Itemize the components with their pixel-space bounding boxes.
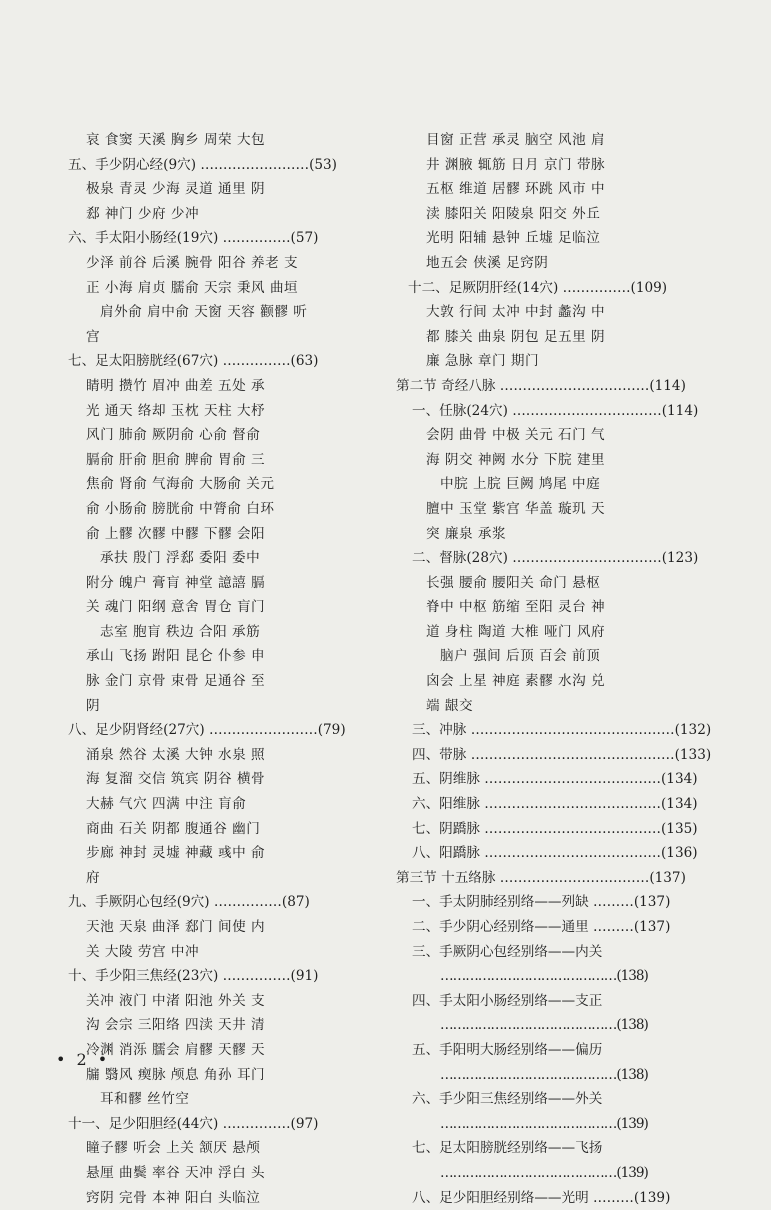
acupoint-list-line: 耳和髎 丝竹空 xyxy=(100,1091,190,1108)
toc-subentry: 八、阳蹻脉 …………………………………(136) xyxy=(412,845,698,862)
acupoint-list-line: 沟 会宗 三阳络 四渎 天井 清 xyxy=(86,1017,266,1034)
toc-subentry: 二、督脉(28穴) ……………………………(123) xyxy=(412,550,699,567)
toc-entry: 八、足少阴肾经(27穴) ……………………(79) xyxy=(68,722,346,739)
toc-entry: 十一、足少阳胆经(44穴) ……………(97) xyxy=(68,1115,319,1132)
acupoint-list-line: 井 渊腋 辄筋 日月 京门 带脉 xyxy=(426,156,606,173)
toc-entry: 七、足太阳膀胱经(67穴) ……………(63) xyxy=(68,353,319,370)
acupoint-list-line: 悬厘 曲鬓 率谷 天冲 浮白 头 xyxy=(86,1164,266,1181)
acupoint-list-line: 商曲 石关 阴都 腹通谷 幽门 xyxy=(86,820,261,837)
acupoint-list-line: 俞 上髎 次髎 中髎 下髎 会阳 xyxy=(86,525,266,542)
acupoint-list-line: 承山 飞扬 跗阳 昆仑 仆参 申 xyxy=(86,648,266,665)
page-number: • 2 • xyxy=(56,1050,111,1069)
acupoint-list-line: 渎 膝阳关 阳陵泉 阳交 外丘 xyxy=(426,205,601,222)
toc-subentry: 五、阴维脉 …………………………………(134) xyxy=(412,771,698,788)
acupoint-list-line: 地五会 侠溪 足窍阴 xyxy=(426,254,549,271)
acupoint-list-line: 牖 翳风 瘈脉 颅息 角孙 耳门 xyxy=(86,1066,266,1083)
acupoint-list-line: 关 大陵 劳宫 中冲 xyxy=(86,943,200,960)
acupoint-list-line: 正 小海 肩贞 臑俞 天宗 秉风 曲垣 xyxy=(86,279,299,296)
acupoint-list-line: 囟会 上星 神庭 素髎 水沟 兑 xyxy=(426,673,606,690)
toc-subentry: 六、阳维脉 …………………………………(134) xyxy=(412,796,698,813)
acupoint-list-line: 附分 魄户 膏肓 神堂 譩譆 膈 xyxy=(86,574,266,591)
acupoint-list-line: 阴 xyxy=(86,697,101,714)
acupoint-list-line: 承扶 殷门 浮郄 委阳 委中 xyxy=(100,550,261,567)
toc-entry: 十二、足厥阴肝经(14穴) ……………(109) xyxy=(408,279,668,296)
toc-subentry: 一、手太阴肺经别络——列缺 ………(137) xyxy=(412,894,671,911)
acupoint-list-line: 志室 胞肓 秩边 合阳 承筋 xyxy=(100,623,261,640)
toc-section: 第三节 十五络脉 ……………………………(137) xyxy=(396,869,686,886)
acupoint-list-line: 冷渊 消泺 臑会 肩髎 天髎 天 xyxy=(86,1041,266,1058)
acupoint-list-line: 关冲 液门 中渚 阳池 外关 支 xyxy=(86,992,266,1009)
toc-left-column xyxy=(56,128,352,1210)
toc-subentry: 七、阴蹻脉 …………………………………(135) xyxy=(412,820,698,837)
toc-subentry: 二、手少阴心经别络——通里 ………(137) xyxy=(412,919,671,935)
acupoint-list-line: 突 廉泉 承浆 xyxy=(426,525,507,542)
acupoint-list-line: 膻中 玉堂 紫宫 华盖 璇玑 天 xyxy=(426,500,606,517)
toc-entry: 六、手太阳小肠经(19穴) ……………(57) xyxy=(68,230,319,247)
acupoint-list-line: 海 阴交 神阙 水分 下脘 建里 xyxy=(426,451,606,468)
acupoint-list-line: 涌泉 然谷 太溪 大钟 水泉 照 xyxy=(86,746,266,763)
acupoint-list-line: 宫 xyxy=(86,328,101,345)
acupoint-list-line: 膈俞 肝俞 胆俞 脾俞 胃俞 三 xyxy=(86,451,266,468)
acupoint-list-line: 关 魂门 阳纲 意舍 胃仓 肓门 xyxy=(86,599,266,616)
acupoint-list-line: 哀 食窦 天溪 胸乡 周荣 大包 xyxy=(86,132,266,148)
acupoint-list-line: 睛明 攒竹 眉冲 曲差 五处 承 xyxy=(86,377,266,394)
toc-leader: ……………………………………(138) xyxy=(440,1066,648,1083)
toc-subentry: 七、足太阳膀胱经别络——飞扬 xyxy=(412,1140,603,1157)
toc-subentry: 八、足少阳胆经别络——光明 ………(139) xyxy=(412,1189,671,1206)
acupoint-list-line: 步廊 神封 灵墟 神藏 彧中 俞 xyxy=(86,845,266,862)
acupoint-list-line: 光明 阳辅 悬钟 丘墟 足临泣 xyxy=(426,230,601,247)
acupoint-list-line: 天池 天泉 曲泽 郄门 间使 内 xyxy=(86,919,266,935)
acupoint-list-line: 少泽 前谷 后溪 腕骨 阳谷 养老 支 xyxy=(86,254,299,271)
toc-subentry: 四、带脉 ………………………………………(133) xyxy=(412,746,712,763)
toc-subentry: 五、手阳明大肠经别络——偏历 xyxy=(412,1041,603,1058)
acupoint-list-line: 目窗 正营 承灵 脑空 风池 肩 xyxy=(426,132,606,148)
toc-leader: ……………………………………(138) xyxy=(440,968,648,985)
acupoint-list-line: 大赫 气穴 四满 中注 肓俞 xyxy=(86,796,247,813)
toc-subentry: 三、手厥阴心包经别络——内关 xyxy=(412,943,603,960)
acupoint-list-line: 都 膝关 曲泉 阴包 足五里 阴 xyxy=(426,328,606,345)
acupoint-list-line: 脊中 中枢 筋缩 至阳 灵台 神 xyxy=(426,599,606,616)
acupoint-list-line: 会阴 曲骨 中极 关元 石门 气 xyxy=(426,427,606,444)
acupoint-list-line: 脉 金门 京骨 束骨 足通谷 至 xyxy=(86,673,266,690)
acupoint-list-line: 窍阴 完骨 本神 阳白 头临泣 xyxy=(86,1189,261,1206)
acupoint-list-line: 极泉 青灵 少海 灵道 通里 阴 xyxy=(86,181,266,198)
toc-leader: ……………………………………(139) xyxy=(440,1164,648,1181)
acupoint-list-line: 肩外俞 肩中俞 天窗 天容 颧髎 听 xyxy=(100,304,308,321)
acupoint-list-line: 风门 肺俞 厥阴俞 心俞 督俞 xyxy=(86,427,261,444)
toc-entry: 十、手少阳三焦经(23穴) ……………(91) xyxy=(68,968,319,985)
toc-subentry: 四、手太阳小肠经别络——支正 xyxy=(412,992,603,1009)
acupoint-list-line: 郄 神门 少府 少冲 xyxy=(86,205,200,222)
toc-right-column xyxy=(396,128,712,1210)
toc-section: 第二节 奇经八脉 ……………………………(114) xyxy=(396,377,686,394)
acupoint-list-line: 海 复溜 交信 筑宾 阴谷 横骨 xyxy=(86,771,266,788)
acupoint-list-line: 俞 小肠俞 膀胱俞 中膂俞 白环 xyxy=(86,500,275,517)
toc-leader: ……………………………………(138) xyxy=(440,1017,648,1034)
acupoint-list-line: 廉 急脉 章门 期门 xyxy=(426,353,540,370)
acupoint-list-line: 脑户 强间 后顶 百会 前顶 xyxy=(440,648,601,665)
acupoint-list-line: 大敦 行间 太冲 中封 蠡沟 中 xyxy=(426,304,606,321)
acupoint-list-line: 瞳子髎 听会 上关 颔厌 悬颅 xyxy=(86,1140,261,1157)
acupoint-list-line: 五枢 维道 居髎 环跳 风市 中 xyxy=(426,181,606,198)
toc-entry: 五、手少阴心经(9穴) ……………………(53) xyxy=(68,156,337,173)
toc-subentry: 六、手少阳三焦经别络——外关 xyxy=(412,1091,603,1108)
acupoint-list-line: 端 龈交 xyxy=(426,697,474,714)
toc-leader: ……………………………………(139) xyxy=(440,1115,648,1132)
toc-entry: 九、手厥阴心包经(9穴) ……………(87) xyxy=(68,894,310,911)
toc-subentry: 三、冲脉 ………………………………………(132) xyxy=(412,722,712,739)
acupoint-list-line: 府 xyxy=(86,869,101,886)
acupoint-list-line: 光 通天 络却 玉枕 天柱 大杼 xyxy=(86,402,266,419)
acupoint-list-line: 长强 腰俞 腰阳关 命门 悬枢 xyxy=(426,574,601,591)
toc-subentry: 一、任脉(24穴) ……………………………(114) xyxy=(412,402,699,419)
acupoint-list-line: 中脘 上脘 巨阙 鸠尾 中庭 xyxy=(440,476,601,493)
acupoint-list-line: 道 身柱 陶道 大椎 哑门 风府 xyxy=(426,623,606,640)
acupoint-list-line: 焦俞 肾俞 气海俞 大肠俞 关元 xyxy=(86,476,275,493)
